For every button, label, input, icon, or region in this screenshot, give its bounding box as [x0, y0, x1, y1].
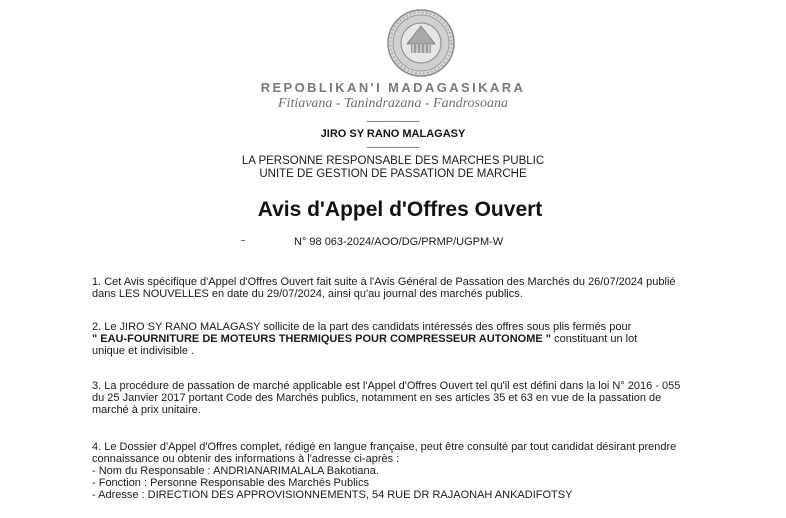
national-motto: Fitiavana - Tanindrazana - Fandrosoana — [278, 96, 508, 111]
paragraph-line: 3. La procédure de passation de marché applicable est l'Appel d'Offres Ouvert tel qu'il est défini dans la loi N° 2016 - 055 — [92, 380, 681, 392]
divider-bottom: --------------------- — [366, 142, 420, 152]
paragraph-line: 1. Cet Avis spécifique d'Appel d'Offres Ouvert fait suite à l'Avis Général de Passation des Marchés du 26/07/2024 publié — [92, 276, 676, 288]
republic-seal-icon — [380, 4, 462, 82]
paragraph-line: connaissance ou obtenir des informations à l'adresse ci-après : — [92, 453, 400, 465]
responsible-function: - Fonction : Personne Responsable des Marchés Publics — [92, 477, 369, 489]
responsible-name: - Nom du Responsable : ANDRIANARIMALALA Bakotiana. — [92, 465, 379, 477]
paragraph-line-tail: constituant un lot — [551, 333, 638, 345]
paragraph-line: marché à prix unitaire. — [92, 404, 201, 416]
page-title: Avis d'Appel d'Offres Ouvert — [257, 198, 543, 221]
paragraph-line — [92, 333, 732, 345]
republic-name: REPOBLIKAN'I MADAGASIKARA — [260, 80, 526, 95]
responsible-person-line: LA PERSONNE RESPONSABLE DES MARCHES PUBLIC — [241, 155, 545, 167]
responsible-address: - Adresse : DIRECTION DES APPROVISIONNEMENTS, 54 RUE DR RAJAONAH ANKADIFOTSY — [92, 489, 573, 501]
paragraph-line: unique et indivisible . — [92, 345, 195, 357]
procurement-unit-line: UNITE DE GESTION DE PASSATION DE MARCHE — [259, 168, 527, 180]
paragraph-line: 4. Le Dossier d'Appel d'Offres complet, rédigé en langue française, peut être consulté par tout candidat désirant prendre — [92, 441, 677, 453]
paragraph-line: dans LES NOUVELLES en date du 29/07/2024, ainsi qu'au journal des marchés publics. — [92, 288, 523, 300]
paragraph-line: du 25 Janvier 2017 portant Code des Marchés publics, notamment en ses articles 35 et 63 en vue de la passation de — [92, 392, 662, 404]
organization-name: JIRO SY RANO MALAGASY — [320, 128, 466, 140]
supply-object: " EAU-FOURNITURE DE MOTEURS THERMIQUES POUR COMPRESSEUR AUTONOME " — [92, 333, 552, 345]
stray-mark — [241, 240, 245, 241]
paragraph-3 — [92, 380, 732, 416]
notice-reference: N° 98 063-2024/AOO/DG/PRMP/UGPM-W — [294, 236, 504, 248]
paragraph-4 — [92, 441, 732, 501]
paragraph-line: 2. Le JIRO SY RANO MALAGASY sollicite de la part des candidats intéressés des offres sous plis fermés pour — [92, 321, 632, 333]
paragraph-2 — [92, 321, 732, 357]
divider-top: --------------------- — [366, 116, 420, 126]
paragraph-1 — [92, 276, 732, 300]
